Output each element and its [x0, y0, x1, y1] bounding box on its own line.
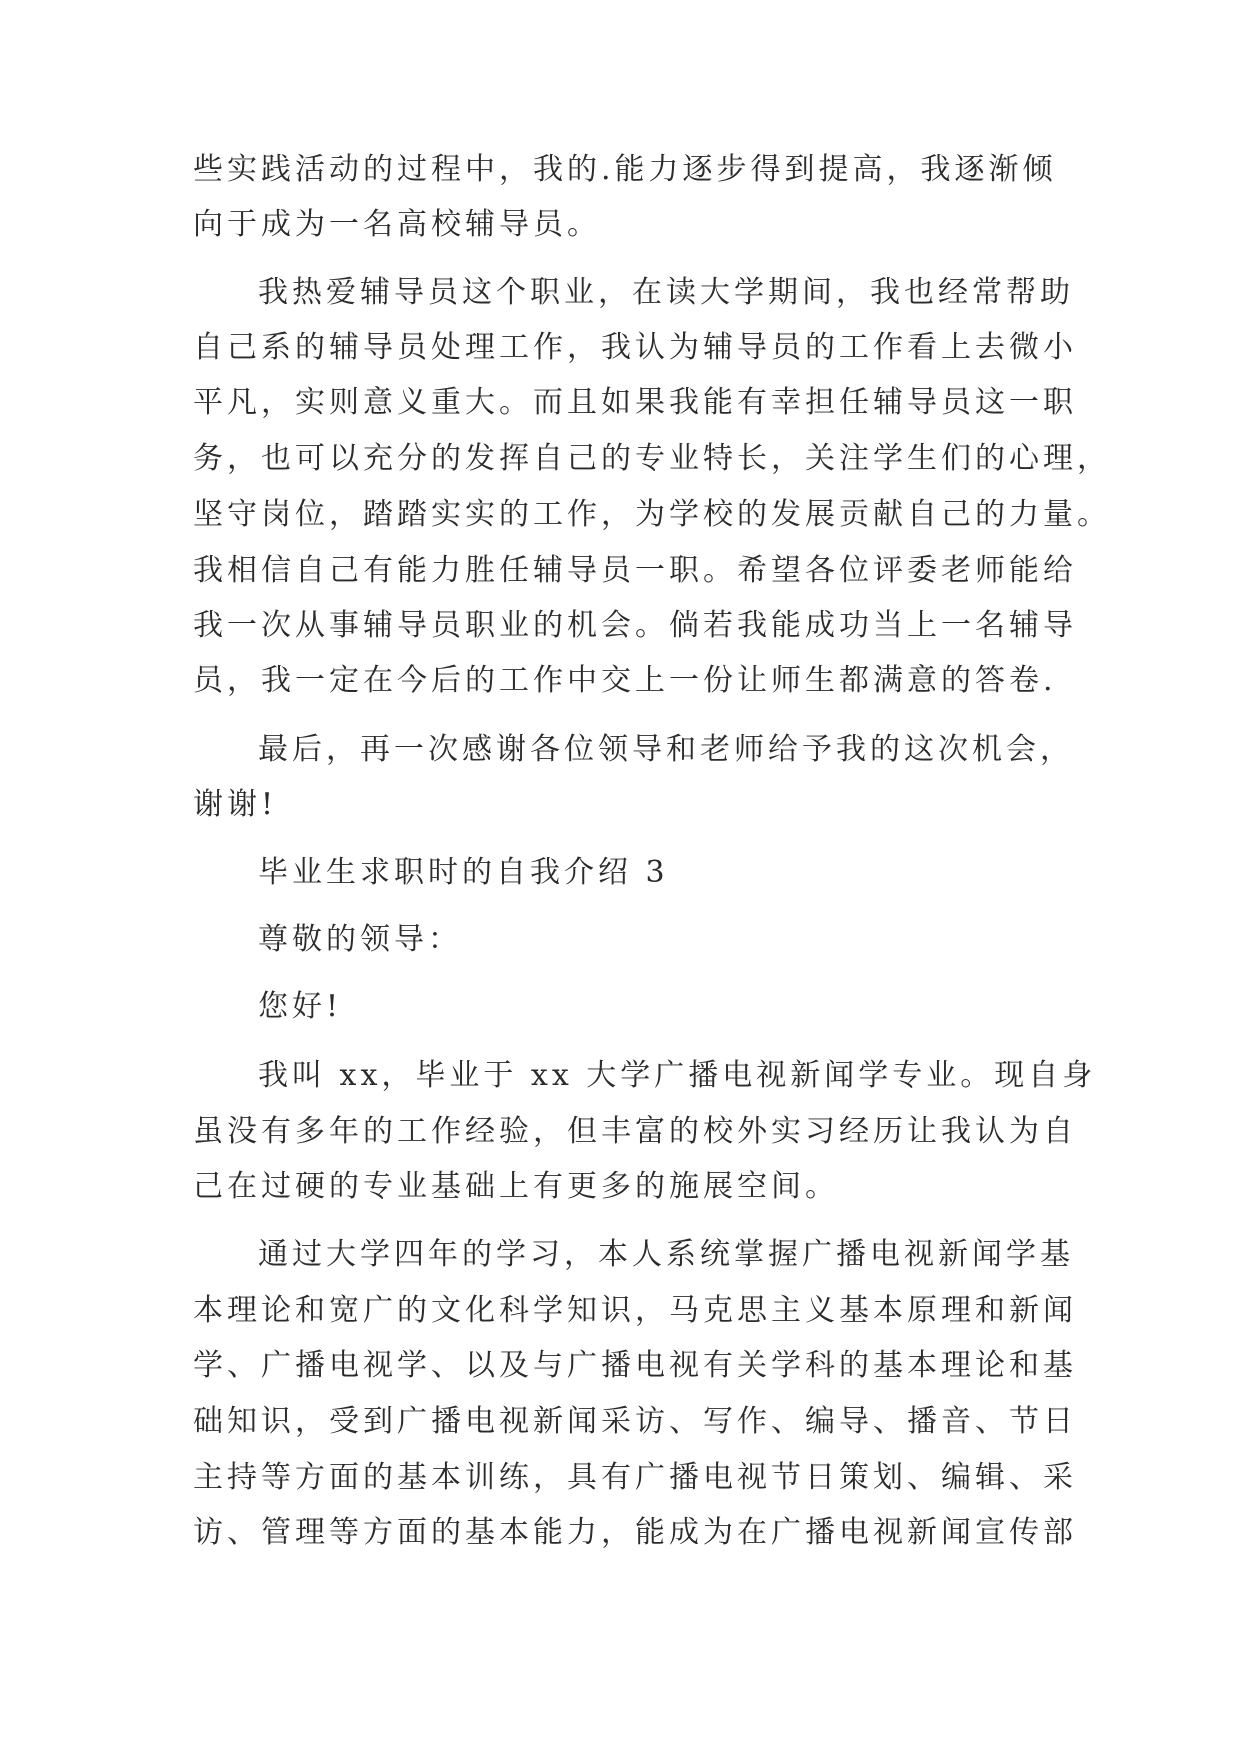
text-line: 谢谢!: [193, 787, 278, 822]
paragraph-first-line: 我叫 xx，毕业于 xx 大学广播电视新闻学专业。现自身: [258, 1058, 1097, 1093]
text-line: 些实践活动的过程中，我的.能力逐步得到提高，我逐渐倾: [193, 152, 1057, 187]
paragraph-first-line: 通过大学四年的学习，本人系统掌握广播电视新闻学基: [258, 1237, 1074, 1272]
text-line: 访、管理等方面的基本能力，能成为在广播电视新闻宣传部: [193, 1515, 1077, 1550]
text-line: 向于成为一名高校辅导员。: [193, 207, 601, 242]
greeting: 您好!: [258, 989, 343, 1024]
section-heading: 毕业生求职时的自我介绍 3: [258, 855, 669, 890]
text-line: 学、广播电视学、以及与广播电视有关学科的基本理论和基: [193, 1348, 1077, 1383]
text-line: 自己系的辅导员处理工作，我认为辅导员的工作看上去微小: [193, 330, 1077, 365]
text-line: 我一次从事辅导员职业的机会。倘若我能成功当上一名辅导: [193, 608, 1077, 643]
text-line: 平凡，实则意义重大。而且如果我能有幸担任辅导员这一职: [193, 385, 1077, 420]
paragraph-first-line: 最后，再一次感谢各位领导和老师给予我的这次机会，: [258, 732, 1074, 767]
text-line: 本理论和宽广的文化科学知识，马克思主义基本原理和新闻: [193, 1293, 1077, 1328]
text-line: 务，也可以充分的发挥自己的专业特长，关注学生们的心理，: [193, 441, 1111, 476]
text-line: 础知识，受到广播电视新闻采访、写作、编导、播音、节日: [193, 1404, 1077, 1439]
text-line: 坚守岗位，踏踏实实的工作，为学校的发展贡献自己的力量。: [193, 497, 1111, 532]
paragraph-first-line: 我热爱辅导员这个职业，在读大学期间，我也经常帮助: [258, 275, 1074, 310]
text-line: 己在过硬的专业基础上有更多的施展空间。: [193, 1169, 839, 1204]
salutation: 尊敬的领导：: [258, 922, 462, 957]
text-line: 员，我一定在今后的工作中交上一份让师生都满意的答卷.: [193, 663, 1057, 698]
text-line: 虽没有多年的工作经验，但丰富的校外实习经历让我认为自: [193, 1114, 1077, 1149]
text-line: 我相信自己有能力胜任辅导员一职。希望各位评委老师能给: [193, 553, 1077, 588]
text-line: 主持等方面的基本训练，具有广播电视节日策划、编辑、采: [193, 1460, 1077, 1495]
